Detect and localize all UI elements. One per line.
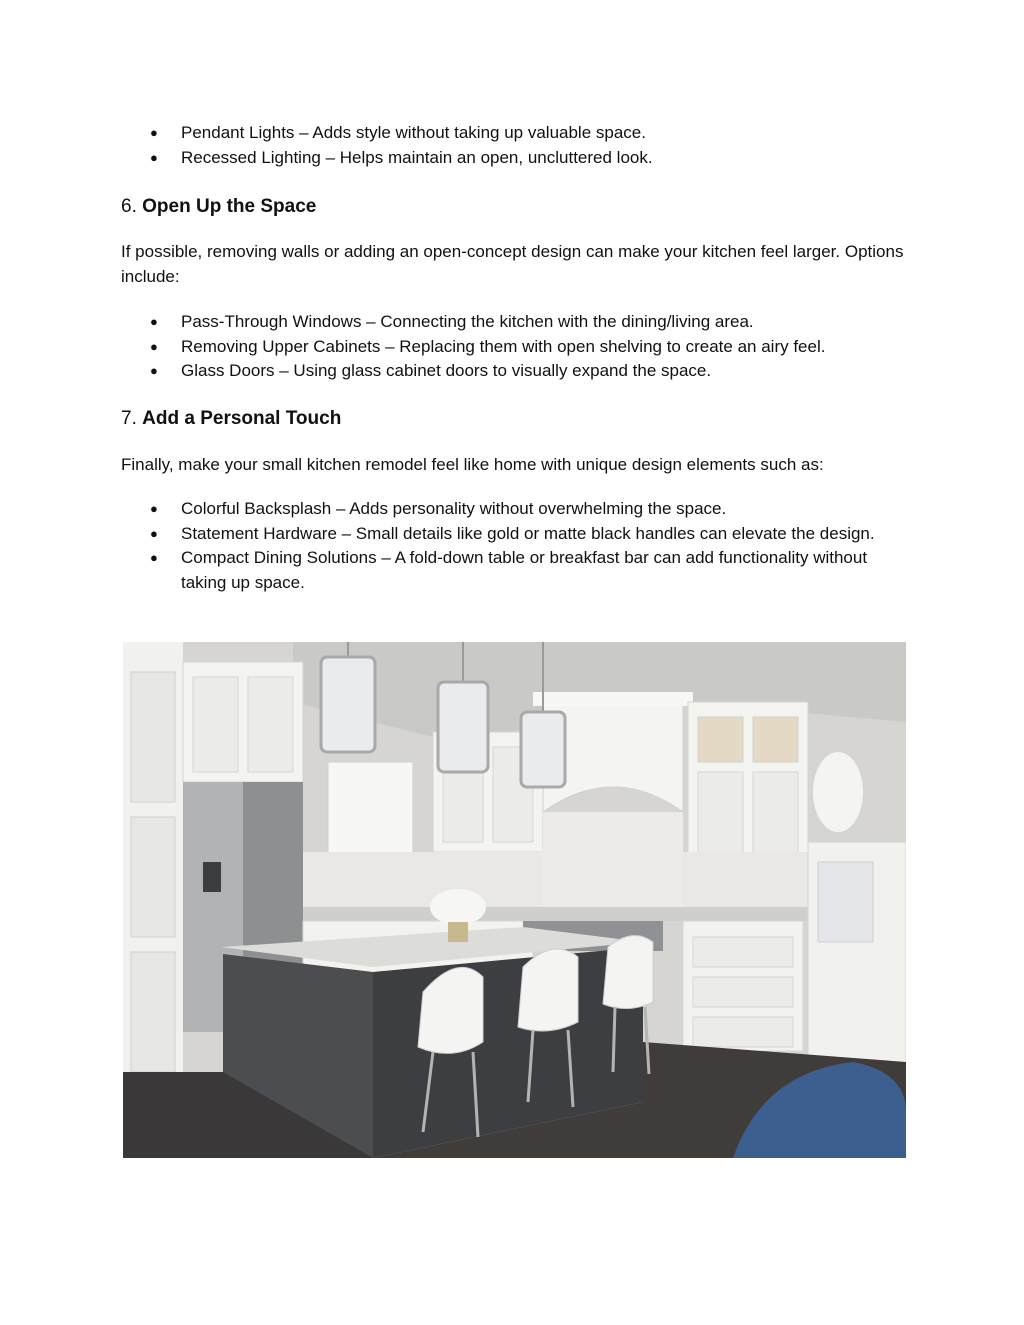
section-title: Add a Personal Touch [142, 408, 342, 429]
list-item: ● Colorful Backsplash – Adds personality without overwhelming the space. [150, 497, 890, 522]
section-6-intro: If possible, removing walls or adding an open-concept design can make your kitchen feel larger. Options include: [121, 242, 904, 286]
bullet-icon: ● [150, 550, 158, 565]
bullet-icon: ● [150, 525, 158, 541]
section-heading-6 [121, 194, 316, 220]
section-7-intro: Finally, make your small kitchen remodel feel like home with unique design elements such as: [121, 455, 824, 474]
list-item: ● Removing Upper Cabinets – Replacing them with open shelving to create an airy feel. [150, 335, 890, 360]
bullet-icon: ● [150, 125, 158, 140]
personal-touch-list [150, 497, 890, 595]
list-item: ● Glass Doors – Using glass cabinet doors to visually expand the space. [150, 359, 890, 384]
section-title: Open Up the Space [142, 196, 317, 217]
bullet-icon: ● [150, 149, 158, 165]
kitchen-photo [123, 642, 906, 1158]
list-item: ● Compact Dining Solutions – A fold-down table or breakfast bar can add functionality without taking up space. [150, 548, 868, 592]
section-heading-7 [121, 406, 341, 432]
list-item: ● Pendant Lights – Adds style without taking up valuable space. [150, 121, 890, 146]
list-item: ● Statement Hardware – Small details like gold or matte black handles can elevate the design. [150, 522, 890, 547]
lighting-list [150, 121, 890, 170]
section-number: 7. [121, 408, 137, 429]
list-item: ● Recessed Lighting – Helps maintain an open, uncluttered look. [150, 146, 890, 171]
open-space-list [150, 310, 890, 384]
bullet-icon: ● [150, 501, 158, 516]
bullet-icon: ● [150, 338, 158, 354]
bullet-icon: ● [150, 314, 158, 329]
bullet-icon: ● [150, 363, 158, 378]
section-number: 6. [121, 196, 137, 217]
list-item: ● Pass-Through Windows – Connecting the kitchen with the dining/living area. [150, 310, 890, 335]
